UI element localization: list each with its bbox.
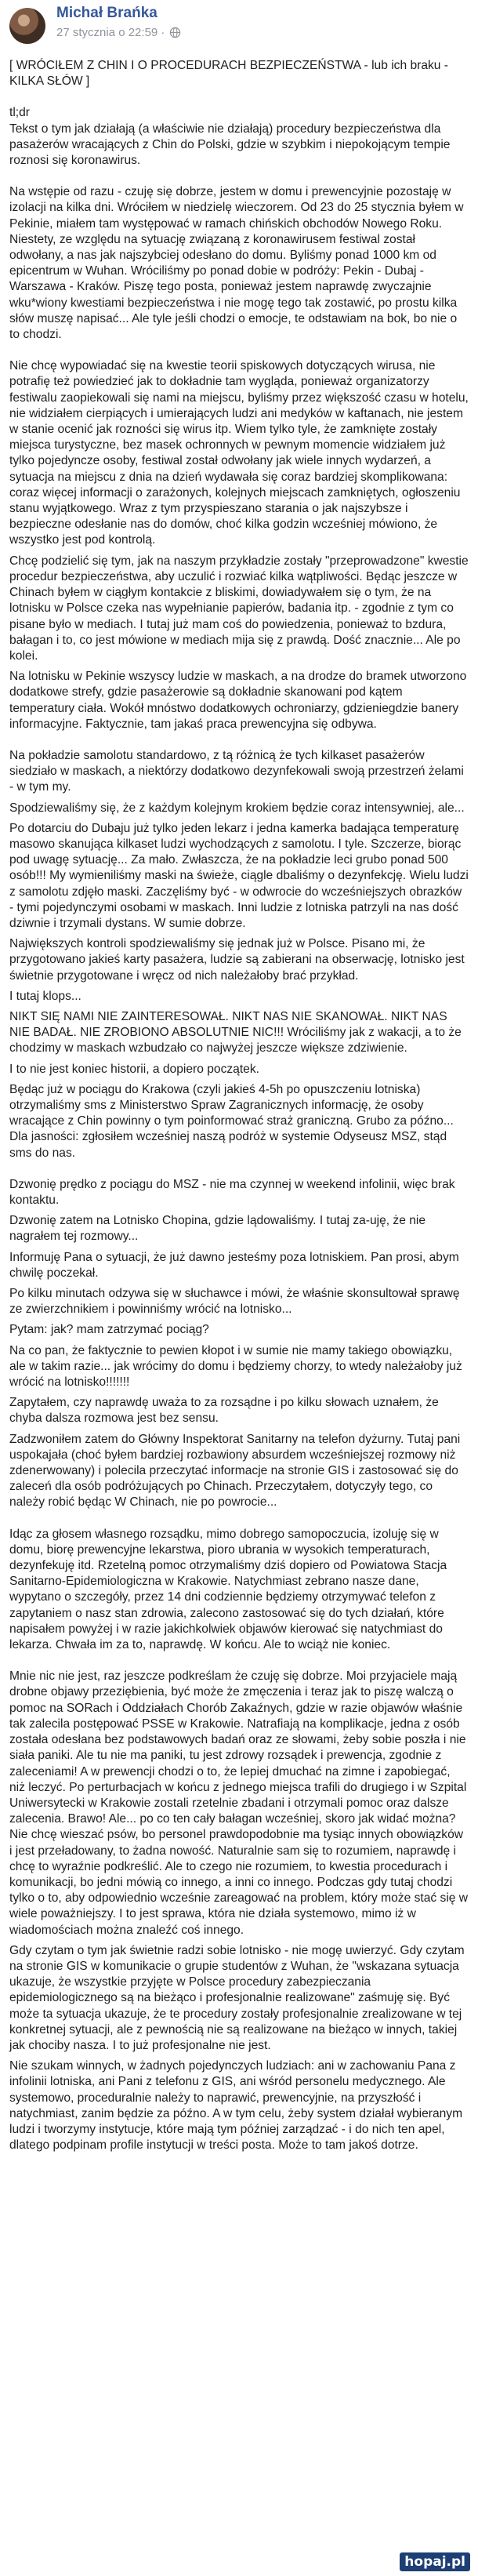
- post-paragraph: Na wstępie od razu - czuję się dobrze, jestem w domu i prewencyjnie pozostaję w izolacji na kilka dni. Wróciłem w niedzielę wieczorem. Od 23 do 25 stycznia byłem w Pekinie, miałem tam występować w ramach chińskich obchodów Nowego Roku. Niestety, ze względu na sytuację związaną z koronawirusem festiwal został odwołany, a nas jak najszybciej odesłano do domu. Byliśmy ponad 1000 km od epicentrum w Wuhan. Wróciliśmy po ponad dobie w podróży: Pekin - Dubaj - Warszawa - Kraków. Piszę tego posta, ponieważ jestem naprawdę zwyczajnie wku*wiony kwestiami bezpieczeństwa i nie mogę tego tak zostawić, po prostu kilka słów muszę napisać... Ale tyle jeśli chodzi o emocje, te odstawiam na bok, bo nie o to chodzi.: [9, 185, 467, 342]
- post-paragraph: Nie szukam winnych, w żadnych pojedynczych ludziach: ani w zachowaniu Pana z infolinii lotniska, ani Pani z telefonu z GIS, ani wśród personelu medycznego. Ale systemowo, proceduralnie należy to naprawić, prewencyjnie, na przyszłość i natychmiast, zanim będzie za późno. A w tym celu, żeby system działał wybieranym ludzi i tworzymy instytucje, które mają tym później zarządzać - i do nich ten apel, dlatego podpinam profile instytucji w treści posta. Może to tam jakoś dotrze.: [9, 2059, 466, 2153]
- post-paragraph: Największych kontroli spodziewaliśmy się jednak już w Polsce. Pisano mi, że przygotowano jakieś karty pasażera, ludzie są zabierani na obserwację, lotnisko jest świetnie przygotowane i wręcz od nich należałoby brać przykład.: [9, 937, 469, 983]
- site-watermark: hopaj.pl: [400, 2552, 470, 2571]
- post-header: [0, 0, 478, 55]
- post-timestamp[interactable]: 27 stycznia o 22:59 ·: [56, 26, 165, 39]
- post-meta: [56, 26, 181, 39]
- author-name[interactable]: Michał Brańka: [56, 5, 158, 21]
- post-paragraph: I tutaj klops...: [9, 989, 81, 1003]
- post-body: [9, 58, 473, 2169]
- post-paragraph: Dzwonię zatem na Lotnisko Chopina, gdzie lądowaliśmy. I tutaj za-uję, że nie nagrałem tej rozmowy...: [9, 1214, 429, 1244]
- post-paragraph: tl;dr Tekst o tym jak działają (a właściwie nie działają) procedury bezpieczeństwa dla pasażerów wracających z Chin do Polski, gdzie w szybkim i niepokojącym tempie roznosi się koronawirus.: [9, 106, 451, 168]
- post-paragraph: Idąc za głosem własnego rozsądku, mimo dobrego samopoczucia, izoluję się w domu, biorę prewencyjne lekarstwa, pioro ubrania w wysokich temperaturach, dezynfekuję itd. Rzetelną pomoc otrzymaliśmy dziś dopiero od Powiatowa Stacja Sanitarno-Epidemiologiczna w Krakowie. Natychmiast zebrano nasze dane, wypytano o szczegóły, przez 14 dni codziennie będziemy otrzymywać telefon z zapytaniem o nasz stan zdrowia, zalecono zastosować się do tych działań, które napisałem powyżej i w razie jakichkolwiek objawów kierować się natychmiast do lekarza. Chwała im za to, naprawdę. W końcu. Ale to wciąż nie koniec.: [9, 1527, 451, 1652]
- post-paragraph: Chcę podzielić się tym, jak na naszym przykładzie zostały "przeprowadzone" kwestie procedur bezpieczeństwa, aby uczulić i rozwiać kilka wątpliwości. Będąc jeszcze w Chinach byłem w ciągłym kontakcie z bliskimi, dowiadywałem się o tym, że na lotnisku w Polsce czeka nas wypełnianie papierów, badania itp. - zgodnie z tym co pisane było w mediach. I tutaj już mam coś do powiedzenia, ponieważ to bzdura, bałagan i to, co jest mówione w mediach mija się z prawdą. Dość znacznie... Ale po kolei.: [9, 554, 473, 663]
- post-paragraph: Pytam: jak? mam zatrzymać pociąg?: [9, 1323, 209, 1337]
- avatar[interactable]: [9, 8, 45, 44]
- post-paragraph: Zapytałem, czy naprawdę uważa to za rozsądne i po kilku słowach uznałem, że chyba dalsza rozmowa jest bez sensu.: [9, 1396, 443, 1426]
- post-paragraph: Na co pan, że faktycznie to pewien kłopot i w sumie nie mamy takiego obowiązku, ale w takim razie... jak wrócimy do domu i będziemy chorzy, to wtedy należałoby już wrócić na lotnisko!!!!!!!: [9, 1343, 466, 1390]
- post-paragraph: Na pokładzie samolotu standardowo, z tą różnicą że tych kilkaset pasażerów siedziało w maskach, a niektórzy dodatkowo dezynfekowali swoją przestrzeń żelami - w tym my.: [9, 748, 468, 794]
- post-paragraph: Gdy czytam o tym jak świetnie radzi sobie lotnisko - nie mogę uwierzyć. Gdy czytam na stronie GIS w komunikacie o grupie studentów z Wuhan, że "wskazana sytuacja ukazuje, że wszystkie przyjęte w Polsce procedury zabezpieczania epidemiologicznego są na bieżąco i profesjonalnie realizowane" zaśmuję się. Być może ta sytuacja ukazuje, że te procedury zostały profesjonalnie zrealizowane w tej konkretnej sytuacji, ale z pewnością nie są realizowane na bieżąco w innych, takiej jak chociby nasza. I to już profesjonalne nie jest.: [9, 1943, 468, 2052]
- post-paragraph: I to nie jest koniec historii, a dopiero początek.: [9, 1062, 259, 1076]
- post-paragraph: Mnie nic nie jest, raz jeszcze podkreślam że czuję się dobrze. Moi przyjaciele mają drobne objawy przeziębienia, być może że zmęczenia i teraz jak to piszę walczą o pomoc na SORach i Oddziałach Chorób Zakaźnych, gdzie w razie objawów właśnie tak zalecila postępować PSSE w Krakowie. Natrafiają na komplikacje, jedna z osób została odesłana bez podstawowych badań oraz ze słowami, żeby sobie poszła i nie siała paniki. Ale tu nie ma paniki, tu jest zdrowy rozsądek i prewencja, zgodnie z zaleceniami! A w prewencji chodzi o to, że lepiej dmuchać na zimne i zapobiegać, niż leczyć. Po perturbacjach w końcu z jednego miejsca trafili do drugiego i w Szpital Uniwersytecki w Krakowie zostali rzetelnie zbadani i otrzymali pomoc oraz dalsze zalecenia. Brawo! Ale... po co ten cały bałagan wcześniej, skoro jak widać można? Nie chcę wieszać psów, bo personel prawdopodobnie ma tysiąc innych obowiązków i jest przeładowany, to żadna nowość. Naturalnie sam się to rozumiem, naprawdę i chcę to wyraźnie podkreślić. Ale to czego nie rozumiem, to kwestia procedurach i komunikacji, bo jedni mówią co innego, a inni co innego. Podczas gdy tutaj chodzi tylko o to, aby odpowiednio wcześnie zareagować na problem, który może stać się w wiele poważniejszy. I to jest sprawa, która nie działa systemowo, mimo iż w wiadomościach można znaleźć coś innego.: [9, 1669, 472, 1937]
- post-paragraph: Po dotarciu do Dubaju już tylko jeden lekarz i jedna kamerka badająca temperaturę masowo skanująca kilkaset ludzi wychodzących z samolotu. I tyle. Szczerze, biorąc pod uwagę sytuację... Za mało. Zwłaszcza, że na pokładzie leci grubo ponad 500 osób!!! My wymieniliśmy maski na świeże, ciągle dbaliśmy o dezynfekcję. Wielu ludzi z samolotu zdjęło maski. Zaczęliśmy być - w odwrocie do wcześniejszych obrazków - tymi pojedynczymi osobami w maskach. Inni ludzie z lotniska patrzyli na nas dość dziwnie i trzymali dystans. W sumie dobrze.: [9, 821, 473, 930]
- globe-icon: [169, 27, 181, 38]
- post-paragraph: Dzwonię prędko z pociągu do MSZ - nie ma czynnej w weekend infolinii, więc brak kontaktu.: [9, 1177, 458, 1207]
- post-paragraph: NIKT SIĘ NAMI NIE ZAINTERESOWAŁ. NIKT NAS NIE SKANOWAŁ. NIKT NAS NIE BADAŁ. NIE ZROBIONO ABSOLUTNIE NIC!!! Wróciliśmy jak z wakacji, a to że chodzimy w maskach wzbudzało co najwyżej jeszcze większe zdziwienie.: [9, 1009, 465, 1055]
- post-paragraph: Spodziewaliśmy się, że z każdym kolejnym krokiem będzie coraz intensywniej, ale...: [9, 801, 465, 815]
- post-paragraph: Nie chcę wypowiadać się na kwestie teorii spiskowych dotyczących wirusa, nie potrafię też powiedzieć jak to dokładnie tam wygląda, ponieważ organizatorzy festiwalu zaopiekowali się nami na miejscu, byliśmy przez większość czasu w hotelu, nie widziałem cierpiących i umierających ludzi ani medyków w kaftanach, nie jestem w stanie ocenić jak rozności się wirus itp. Wiem tylko tyle, że zamknięte zostały miejsca turystyczne, bez masek ochronnych w pewnym momencie widziałem już tylko pojedyncze osoby, festiwal został odwołany jak wiele innych wydarzeń, a sytuacja na miejscu z dnia na dzień wydawała się coraz bardziej skomplikowana: coraz więcej informacji o zarażonych, kolejnych miejscach zamkniętych, ogłoszeniu stanu wyjątkowego. Wraz z tym przyspieszano starania o jak najszybsze i bezpieczne odesłanie nas do domów, choć kilka godzin wcześniej mówiono, że wszystko jest pod kontrolą.: [9, 359, 473, 547]
- post-paragraph: Informuję Pana o sytuacji, że już dawno jesteśmy poza lotniskiem. Pan prosi, abym chwilę poczekał.: [9, 1250, 463, 1280]
- post-paragraph: Na lotnisku w Pekinie wszyscy ludzie w maskach, a na drodze do bramek utworzono dodatkowe strefy, gdzie pasażerowie są dokładnie skanowani pod kątem temperatury ciała. Wokół mnóstwo dodatkowych ochroniarzy, gdzieniegdzie banery informacyjne. Faktycznie, tam jakaś praca prewencyjna się odbywa.: [9, 670, 470, 731]
- post-paragraph: Zadzwoniłem zatem do Główny Inspektorat Sanitarny na telefon dyżurny. Tutaj pani uspokajała (choć byłem bardziej rozbawiony absurdem wcześniejszej rozmowy niż zdenerwowany) i polecila przeczytać informacje na stronie GIS i zastosować się do zaleceń dla osób podróżujących po Chinach. Przeczytałem, dotyczyły tego, co należy robić będąc W Chinach, nie po powrocie...: [9, 1432, 464, 1510]
- post-paragraph: Będąc już w pociągu do Krakowa (czyli jakieś 4-5h po opuszczeniu lotniska) otrzymaliśmy sms z Ministerstwo Spraw Zagranicznych informację, że osoby wracające z Chin powinny o tym poinformować straż graniczną. Grubo za późno... Dla jasności: zgłosiłem wcześniej naszą podróż w systemie Odyseusz MSZ, stąd sms do nas.: [9, 1082, 458, 1160]
- post-headline: [ WRÓCIŁEM Z CHIN I O PROCEDURACH BEZPIECZEŃSTWA - lub ich braku - KILKA SŁÓW ]: [9, 59, 452, 89]
- post-paragraph: Po kilku minutach odzywa się w słuchawce i mówi, że właśnie skonsultował sprawę ze zwierzchnikiem i powinniśmy wrócić na lotnisko...: [9, 1287, 463, 1317]
